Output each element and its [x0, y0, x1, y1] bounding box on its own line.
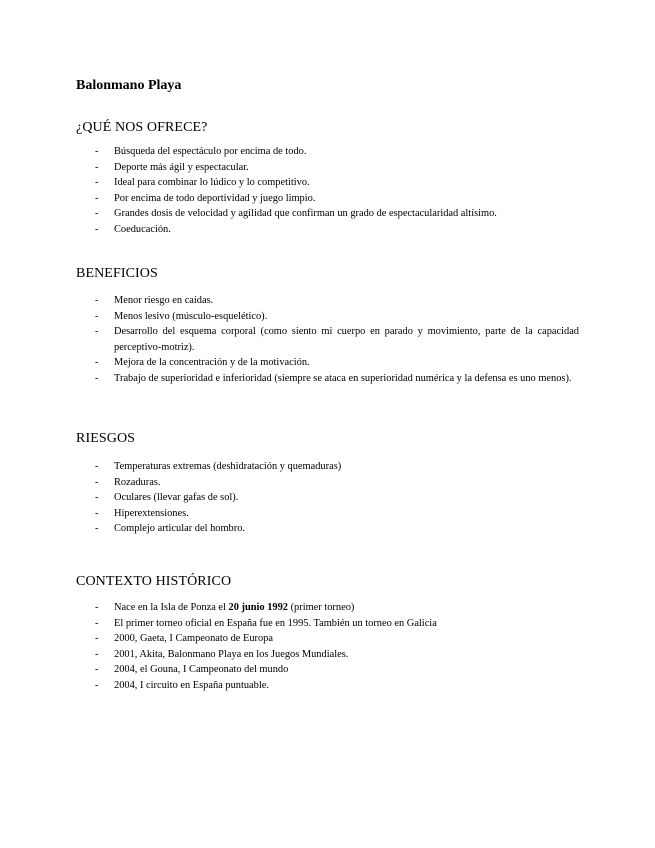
- section-heading-contexto: CONTEXTO HISTÓRICO: [76, 574, 232, 589]
- bullet-dash: -: [95, 633, 99, 645]
- bullet-dash: -: [95, 295, 99, 306]
- bullet-dash: -: [95, 679, 99, 691]
- list-item: - 2001, Akita, Balonmano Playa en los Juegos Mundiales.: [95, 647, 579, 663]
- bullet-dash: -: [95, 223, 99, 235]
- list-item: - Hiperextensiones.: [95, 506, 579, 522]
- bullet-dash: -: [95, 461, 99, 472]
- list-item: - Deporte más ágil y espectacular.: [95, 160, 579, 176]
- bullet-dash: -: [95, 208, 99, 220]
- bullet-dash: -: [95, 326, 99, 338]
- list-item: - Rozaduras.: [95, 475, 579, 491]
- bullet-dash: -: [95, 648, 99, 660]
- list-beneficios: [95, 293, 579, 387]
- bullet-dash: -: [95, 192, 99, 204]
- list-contexto: [95, 600, 579, 694]
- list-item: - Menor riesgo en caídas.: [95, 293, 579, 309]
- bullet-dash: -: [95, 310, 99, 322]
- list-item: - Nace en la Isla de Ponza el 20 junio 1992 (primer torneo): [95, 600, 579, 616]
- section-heading-riesgos: RIESGOS: [76, 431, 136, 446]
- date-highlight: 20 junio 1992: [228, 602, 288, 613]
- list-riesgos: [95, 459, 579, 537]
- list-item: - Mejora de la concentración y de la motivación.: [95, 355, 579, 371]
- list-item: - Coeducación.: [95, 222, 579, 238]
- list-item: - 2004, I circuito en España puntuable.: [95, 678, 579, 694]
- bullet-dash: -: [95, 617, 99, 629]
- list-item: - Grandes dosis de velocidad y agilidad que confirman un grado de espectacularidad altísimo.: [95, 206, 579, 222]
- list-item: - Trabajo de superioridad e inferioridad (siempre se ataca en superioridad numérica y la defensa es uno menos).: [95, 371, 579, 387]
- bullet-dash: -: [95, 523, 99, 535]
- bullet-dash: -: [95, 507, 99, 519]
- list-item: - Complejo articular del hombro.: [95, 521, 579, 537]
- list-item: - Menos lesivo (músculo-esquelético).: [95, 309, 579, 325]
- list-item: - Ideal para combinar lo lúdico y lo competitivo.: [95, 175, 579, 191]
- bullet-dash: -: [95, 492, 99, 504]
- bullet-dash: -: [95, 177, 99, 189]
- bullet-dash: -: [95, 372, 99, 384]
- bullet-dash: -: [95, 664, 99, 676]
- list-item: - El primer torneo oficial en España fue en 1995. También un torneo en Galicia: [95, 616, 579, 632]
- section-heading-beneficios: BENEFICIOS: [76, 266, 158, 281]
- bullet-dash: -: [95, 602, 99, 613]
- section-heading-ofrece: ¿QUÉ NOS OFRECE?: [76, 120, 208, 135]
- list-item: - 2004, el Gouna, I Campeonato del mundo: [95, 662, 579, 678]
- bullet-dash: -: [95, 357, 99, 369]
- list-item: - 2000, Gaeta, I Campeonato de Europa: [95, 631, 579, 647]
- list-item: - Por encima de todo deportividad y juego limpio.: [95, 191, 579, 207]
- bullet-dash: -: [95, 161, 99, 173]
- list-item: - Oculares (llevar gafas de sol).: [95, 490, 579, 506]
- document-title: Balonmano Playa: [76, 78, 182, 93]
- list-ofrece: [95, 144, 579, 238]
- list-item: - Búsqueda del espectáculo por encima de todo.: [95, 144, 579, 160]
- bullet-dash: -: [95, 476, 99, 488]
- list-item: - Desarrollo del esquema corporal (como siento mi cuerpo en parado y movimiento, parte de la capacidad perceptivo-motriz).: [95, 326, 579, 353]
- list-item: - Temperaturas extremas (deshidratación y quemaduras): [95, 459, 579, 475]
- bullet-dash: -: [95, 146, 99, 157]
